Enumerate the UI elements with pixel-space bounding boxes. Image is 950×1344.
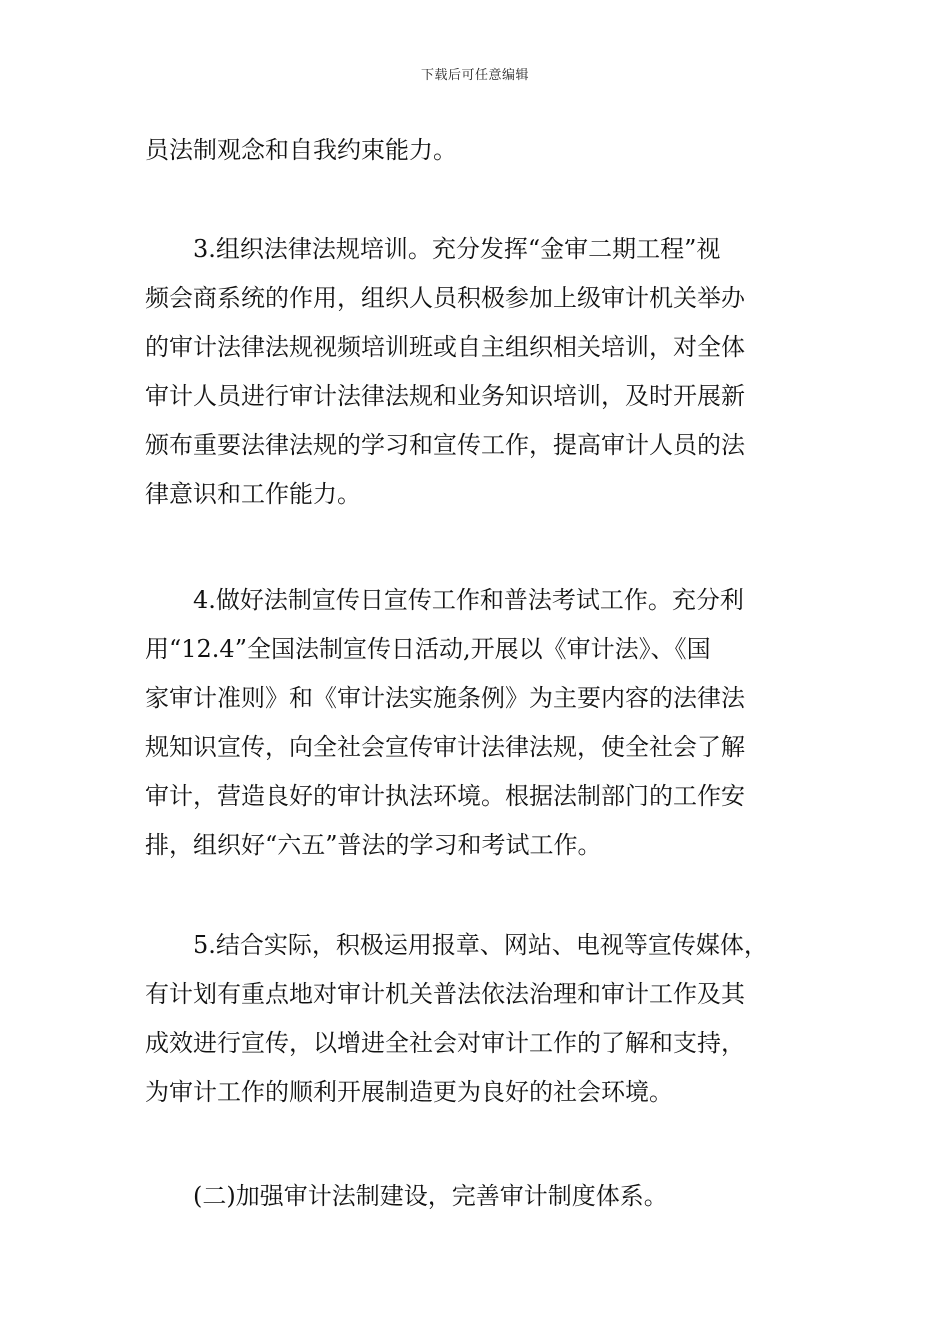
text-line: 员法制观念和自我约束能力。 xyxy=(145,136,457,164)
paragraph-1 xyxy=(145,126,810,175)
text-line: 为审计工作的顺利开展制造更为良好的社会环境。 xyxy=(145,1078,673,1106)
paragraph-4 xyxy=(145,921,810,1117)
text-line: 排，组织好“六五”普法的学习和考试工作。 xyxy=(145,831,602,859)
text-line: 颁布重要法律法规的学习和宣传工作，提高审计人员的法 xyxy=(145,431,745,459)
paragraph-2 xyxy=(145,225,810,519)
page-header: 下载后可任意编辑 xyxy=(420,68,529,83)
text-line: 规知识宣传，向全社会宣传审计法律法规，使全社会了解 xyxy=(145,733,745,761)
text-line: 频会商系统的作用，组织人员积极参加上级审计机关举办 xyxy=(145,284,745,312)
text-line: 5.结合实际，积极运用报章、网站、电视等宣传媒体， xyxy=(145,931,768,959)
text-line: 审计人员进行审计法律法规和业务知识培训，及时开展新 xyxy=(145,382,745,410)
text-line: 有计划有重点地对审计机关普法依法治理和审计工作及其 xyxy=(145,980,745,1008)
text-line: 审计，营造良好的审计执法环境。根据法制部门的工作安 xyxy=(145,782,745,810)
paragraph-5 xyxy=(145,1172,810,1221)
section-heading: (二)加强审计法制建设，完善审计制度体系。 xyxy=(145,1182,668,1210)
text-line: 3.组织法律法规培训。充分发挥“金审二期工程”视 xyxy=(145,235,721,263)
text-line: 成效进行宣传，以增进全社会对审计工作的了解和支持， xyxy=(145,1029,745,1057)
text-line: 的审计法律法规视频培训班或自主组织相关培训，对全体 xyxy=(145,333,745,361)
paragraph-3 xyxy=(145,576,810,870)
text-line: 家审计准则》和《审计法实施条例》为主要内容的法律法 xyxy=(145,684,745,712)
text-line: 4.做好法制宣传日宣传工作和普法考试工作。充分利 xyxy=(145,586,744,614)
text-line: 用“12.4”全国法制宣传日活动,开展以《审计法》、《国 xyxy=(145,635,711,663)
text-line: 律意识和工作能力。 xyxy=(145,480,361,508)
